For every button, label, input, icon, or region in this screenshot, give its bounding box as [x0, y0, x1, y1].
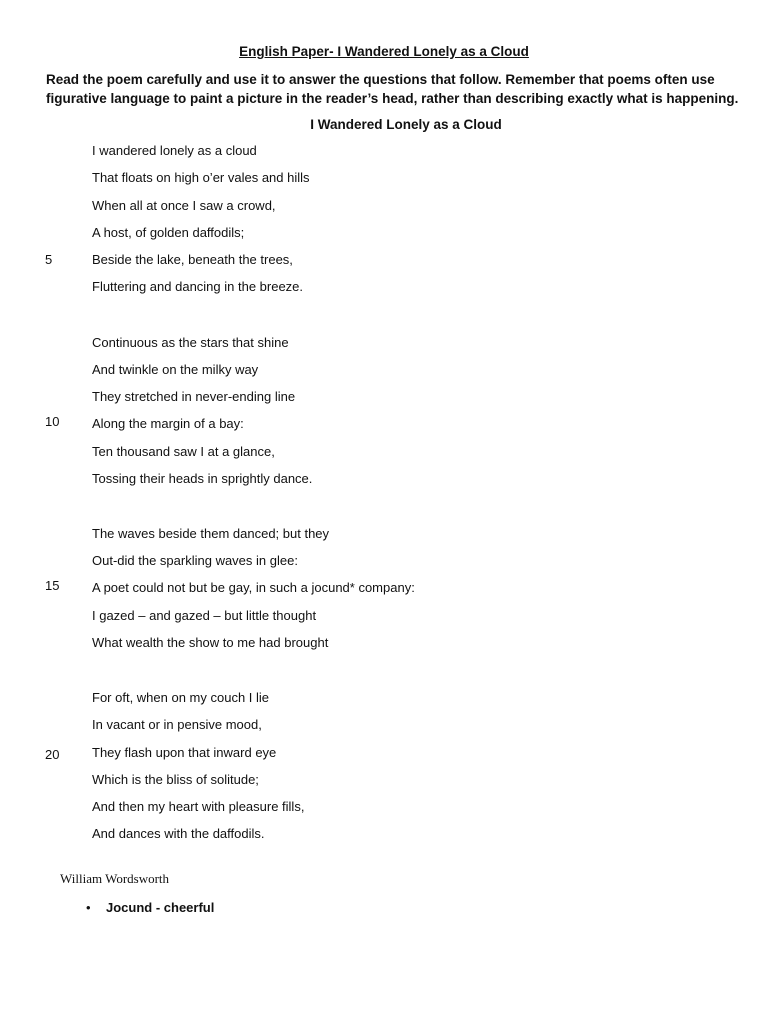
poem-line: Tossing their heads in sprightly dance.: [92, 471, 313, 486]
poem-line: A poet could not but be gay, in such a jocund* company:: [92, 580, 415, 595]
poem-line: They flash upon that inward eye: [92, 745, 277, 760]
poem-line: And then my heart with pleasure fills,: [92, 799, 305, 814]
poem-line: In vacant or in pensive mood,: [92, 717, 262, 732]
poem-line: And twinkle on the milky way: [92, 362, 259, 377]
poem-line: Along the margin of a bay:: [92, 416, 244, 431]
poem-line: I wandered lonely as a cloud: [92, 143, 257, 158]
poem-line: And dances with the daffodils.: [92, 826, 265, 841]
poem-line: When all at once I saw a crowd,: [92, 198, 276, 213]
poem-line: That floats on high o’er vales and hills: [92, 170, 310, 185]
poem-line: The waves beside them danced; but they: [92, 526, 330, 541]
line-number: 15: [45, 578, 60, 593]
poem-line: Beside the lake, beneath the trees,: [92, 252, 293, 267]
instructions: Read the poem carefully and use it to answer the questions that follow. Remember that poems often use figurative language to paint a picture in the reader’s head, rather than describing exactly what is happening.: [46, 72, 739, 106]
poem-line: Fluttering and dancing in the breeze.: [92, 279, 304, 294]
footnote: [86, 900, 214, 915]
poem-line: Ten thousand saw I at a glance,: [92, 444, 275, 459]
paper-title: English Paper- I Wandered Lonely as a Cloud: [239, 44, 529, 59]
poem-line: Out-did the sparkling waves in glee:: [92, 553, 298, 568]
poem-line: Which is the bliss of solitude;: [92, 772, 259, 787]
footnote-text: Jocund - cheerful: [106, 900, 215, 915]
poem-line: What wealth the show to me had brought: [92, 635, 329, 650]
line-number: 20: [45, 747, 60, 762]
poem-line: Continuous as the stars that shine: [92, 335, 289, 350]
bullet-icon: •: [86, 900, 91, 915]
poem-line: They stretched in never-ending line: [92, 389, 296, 404]
poem-line: I gazed – and gazed – but little thought: [92, 608, 317, 623]
line-number: 10: [45, 414, 60, 429]
poem-author: William Wordsworth: [60, 871, 170, 886]
poem-title: I Wandered Lonely as a Cloud: [310, 117, 502, 132]
line-number: 5: [45, 252, 53, 267]
poem-line: A host, of golden daffodils;: [92, 225, 245, 240]
poem-line: For oft, when on my couch I lie: [92, 690, 270, 705]
